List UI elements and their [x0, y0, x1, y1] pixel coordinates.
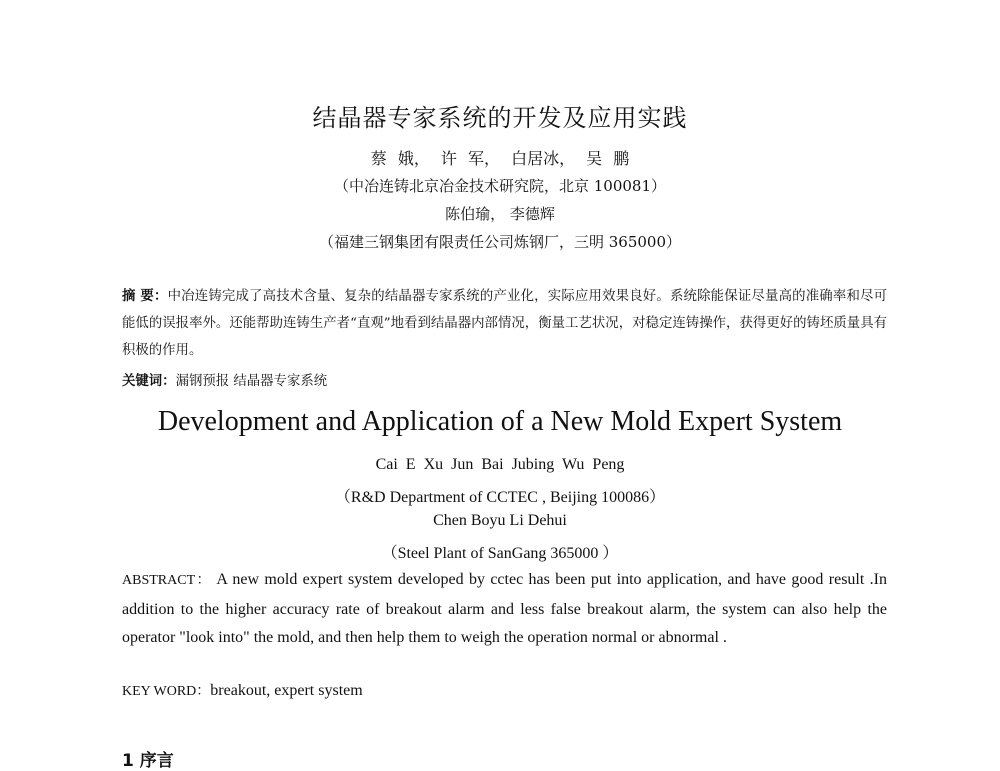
chinese-title: 结晶器专家系统的开发及应用实践 — [312, 104, 688, 132]
chinese-keywords-label: 关键词： — [122, 373, 176, 389]
english-affiliation-1: （R&D Department of CCTEC , Beijing 100086） — [334, 489, 666, 506]
english-keywords — [122, 680, 363, 700]
chinese-abstract-text: 中冶连铸完成了高技术含量、复杂的结晶器专家系统的产业化，实际应用效果良好。系统除能保证尽量高的准确率和尽可能低的误报率外。还能帮助连铸生产者“直观”地看到结晶器内部情况，衡量工艺状况，对稳定连铸操作，获得更好的铸坯质量具有积极的作用。 — [122, 289, 887, 358]
chinese-keywords — [122, 368, 887, 395]
english-authors-line-2: Chen Boyu Li Dehui — [433, 512, 567, 529]
section-heading-introduction: 1 序言 — [122, 751, 174, 771]
chinese-affiliation-1: （中冶连铸北京冶金技术研究院，北京 100081） — [333, 177, 667, 195]
chinese-authors-line-1: 蔡 娥， 许 军， 白居冰， 吴 鹏 — [370, 149, 630, 168]
chinese-abstract — [122, 283, 887, 364]
english-keywords-text: breakout, expert system — [210, 682, 363, 699]
english-keywords-label: KEY WORD： — [122, 684, 211, 699]
english-abstract-text: A new mold expert system developed by cctec has been put into application, and have good result .In addition to the higher accuracy rate of breakout alarm and less false breakout alarm, the system can also help the operator "look into" the mold, and then help them to weigh the operation normal or abnormal . — [122, 571, 888, 646]
english-title: Development and Application of a New Mold Expert System — [157, 406, 843, 437]
chinese-keywords-text: 漏钢预报 结晶器专家系统 — [175, 374, 328, 389]
english-authors-line-1: Cai E Xu Jun Bai Jubing Wu Peng — [375, 456, 625, 473]
chinese-abstract-label: 摘 要： — [122, 288, 168, 304]
english-affiliation-2: （Steel Plant of SanGang 365000 ） — [381, 545, 619, 562]
chinese-authors-line-2: 陈伯瑜， 李德辉 — [445, 205, 555, 223]
english-abstract — [122, 566, 887, 653]
english-abstract-label: ABSTRACT： — [122, 573, 212, 588]
chinese-affiliation-2: （福建三钢集团有限责任公司炼钢厂，三明 365000） — [318, 233, 682, 251]
